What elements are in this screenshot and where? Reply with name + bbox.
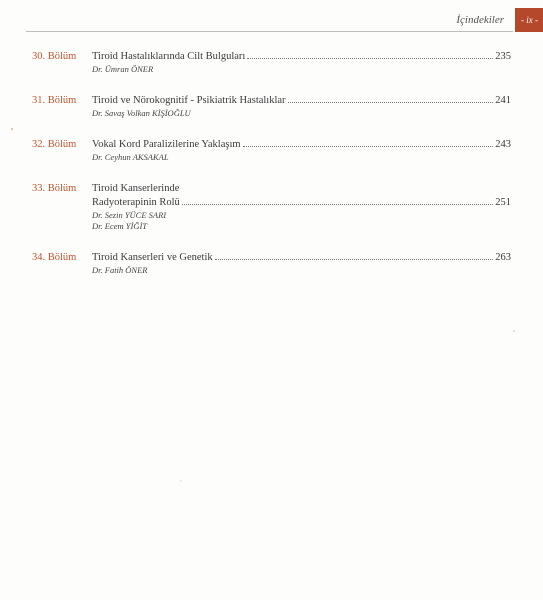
page-number: 243: [495, 139, 511, 150]
paper-speck: [513, 330, 515, 332]
chapter-title[interactable]: Tiroid Kanserleri ve Genetik: [92, 252, 213, 263]
toc-entry-34[interactable]: [32, 251, 511, 276]
header-rule: [26, 31, 513, 32]
author: Dr. Savaş Volkan KİŞİOĞLU: [92, 108, 191, 118]
chapter-title-line-1[interactable]: Tiroid Kanserlerinde: [92, 183, 180, 194]
title-line: [92, 94, 511, 108]
page-number: 241: [495, 95, 511, 106]
chapter-title[interactable]: Vokal Kord Paralizilerine Yaklaşım: [92, 139, 241, 150]
title-line: [92, 251, 511, 265]
toc-entry-30[interactable]: [32, 50, 511, 75]
entry-body: [92, 50, 511, 75]
chapter-number: 32. Bölüm: [32, 139, 77, 150]
paper-speck: [11, 128, 13, 130]
dot-leader: [288, 102, 494, 103]
chapter-title[interactable]: Radyoterapinin Rolü: [92, 197, 180, 208]
entry-body: [92, 138, 511, 163]
running-header-title: İçindekiler: [456, 14, 504, 26]
dot-leader: [182, 204, 493, 205]
title-line: [92, 50, 511, 64]
table-of-contents: [32, 50, 511, 295]
chapter-number: 34. Bölüm: [32, 252, 77, 263]
author: Dr. Ceyhun AKSAKAL: [92, 152, 169, 162]
chapter-title[interactable]: Tiroid Hastalıklarında Cilt Bulguları: [92, 51, 246, 62]
toc-entry-33[interactable]: [32, 182, 511, 232]
page-number: 251: [495, 197, 511, 208]
chapter-number: 31. Bölüm: [32, 95, 77, 106]
chapter-number: 30. Bölüm: [32, 51, 77, 62]
dot-leader: [247, 58, 493, 59]
entry-body: [92, 251, 511, 276]
page-number: 235: [495, 51, 511, 62]
author: Dr. Sezin YÜCE SARI: [92, 210, 167, 220]
toc-entry-31[interactable]: [32, 94, 511, 119]
chapter-title[interactable]: Tiroid ve Nörokognitif - Psikiatrik Hastalıklar: [92, 95, 286, 106]
dot-leader: [215, 259, 494, 260]
page-number-tab: - ix -: [515, 8, 543, 32]
author: Dr. Fatih ÖNER: [92, 265, 148, 275]
chapter-number: 33. Bölüm: [32, 183, 77, 194]
author: Dr. Ümran ÖNER: [92, 64, 154, 74]
entry-body: [92, 182, 511, 232]
page-number: 263: [495, 252, 511, 263]
paper-speck: [180, 480, 182, 482]
title-line: [92, 196, 511, 210]
dot-leader: [243, 146, 494, 147]
toc-entry-32[interactable]: [32, 138, 511, 163]
title-line: [92, 138, 511, 152]
entry-body: [92, 94, 511, 119]
author: Dr. Ecem YİĞİT: [92, 221, 148, 231]
